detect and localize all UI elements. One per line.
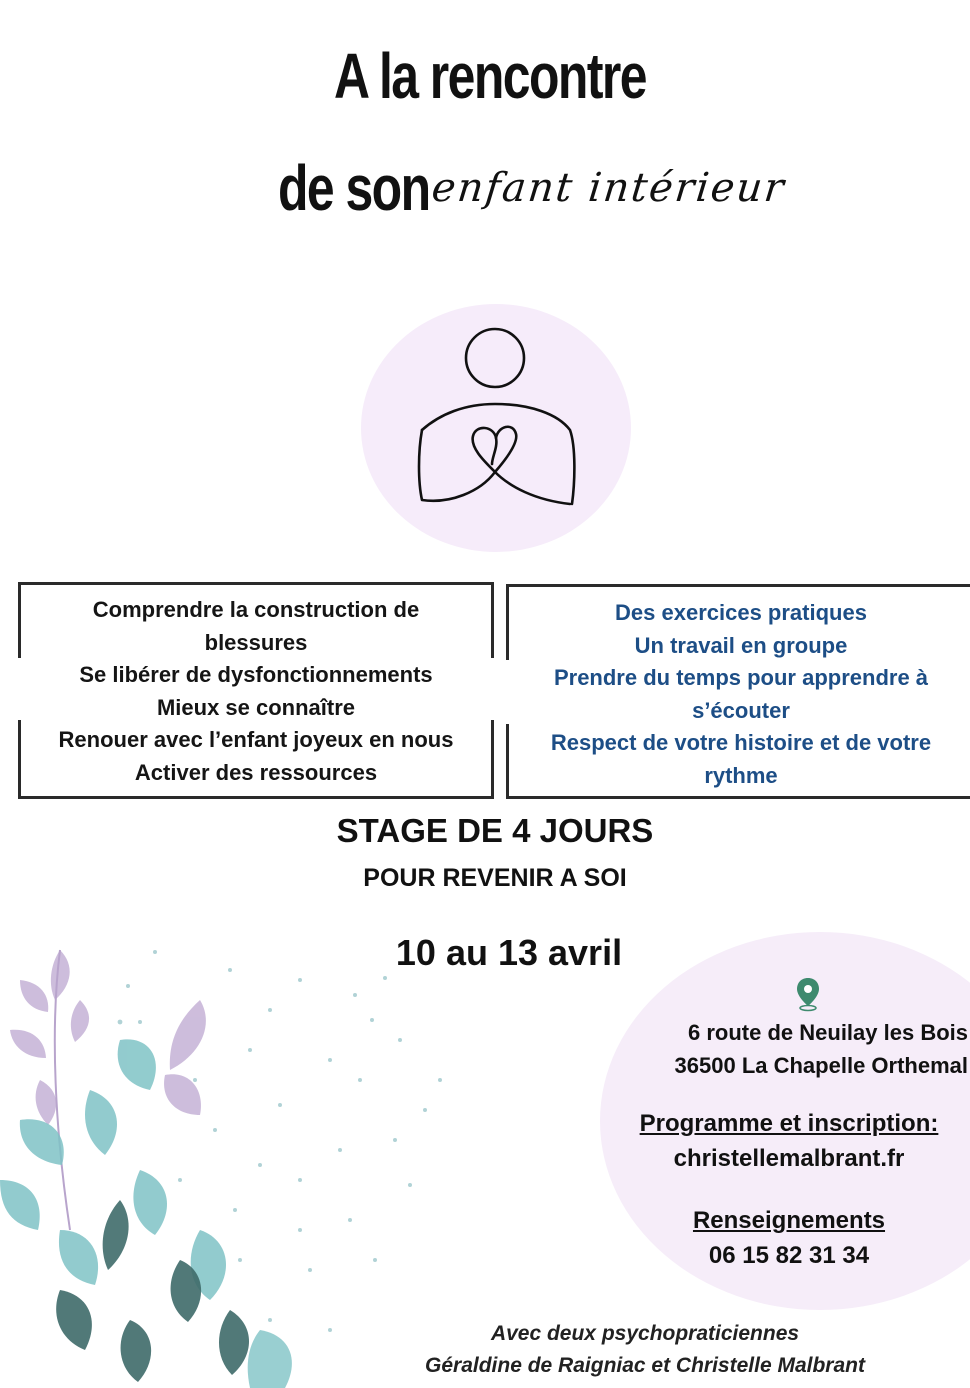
box-border-gap — [502, 660, 512, 724]
credits-line-1: Avec deux psychopraticiennes — [490, 1322, 800, 1345]
credits-line-2: Géraldine de Raigniac et Christelle Malbrant — [425, 1354, 865, 1377]
objective-item: Renouer avec l’enfant joyeux en nous — [58, 727, 454, 752]
address-line-1: 6 route de Neuilay les Bois — [688, 1020, 968, 1045]
self-hug-line-icon — [410, 322, 585, 512]
stage-dates: 10 au 13 avril — [395, 932, 623, 973]
method-item: Respect de votre histoire et de votre — [550, 730, 932, 755]
method-item: rythme — [704, 762, 778, 788]
objective-item: blessures — [204, 629, 308, 655]
methods-box — [506, 584, 970, 799]
objectives-box — [18, 582, 494, 799]
program-label: Programme et inscription: — [639, 1110, 939, 1137]
title-line-1: A la rencontre — [334, 40, 646, 112]
address-line-2: 36500 La Chapelle Orthemal — [674, 1053, 968, 1078]
credits — [300, 1318, 970, 1382]
program-url[interactable]: christellemalbrant.fr — [673, 1145, 905, 1172]
title-line-2-script: enfant intérieur — [429, 165, 788, 211]
method-item: Un travail en groupe — [634, 632, 848, 658]
method-item: Des exercices pratiques — [615, 600, 867, 625]
title-line-2-bold: de son — [278, 152, 430, 224]
method-item: Prendre du temps pour apprendre à — [553, 665, 929, 690]
stage-title: STAGE DE 4 JOURS — [336, 812, 654, 849]
objective-item: Mieux se connaître — [156, 694, 356, 720]
box-border-gap — [487, 658, 497, 720]
stage-subtitle: POUR REVENIR A SOI — [363, 864, 627, 892]
objective-item: Se libérer de dysfonctionnements — [79, 662, 433, 687]
title-line-2 — [278, 148, 970, 228]
method-item: s’écouter — [692, 697, 790, 723]
contact-phone[interactable]: 06 15 82 31 34 — [708, 1242, 870, 1269]
objective-item: Comprendre la construction de — [92, 597, 420, 622]
objective-item: Activer des ressources — [134, 759, 378, 785]
address — [608, 1016, 970, 1082]
contact-label: Renseignements — [692, 1207, 886, 1234]
box-border-gap — [14, 658, 24, 720]
location-pin-icon — [794, 976, 822, 1012]
